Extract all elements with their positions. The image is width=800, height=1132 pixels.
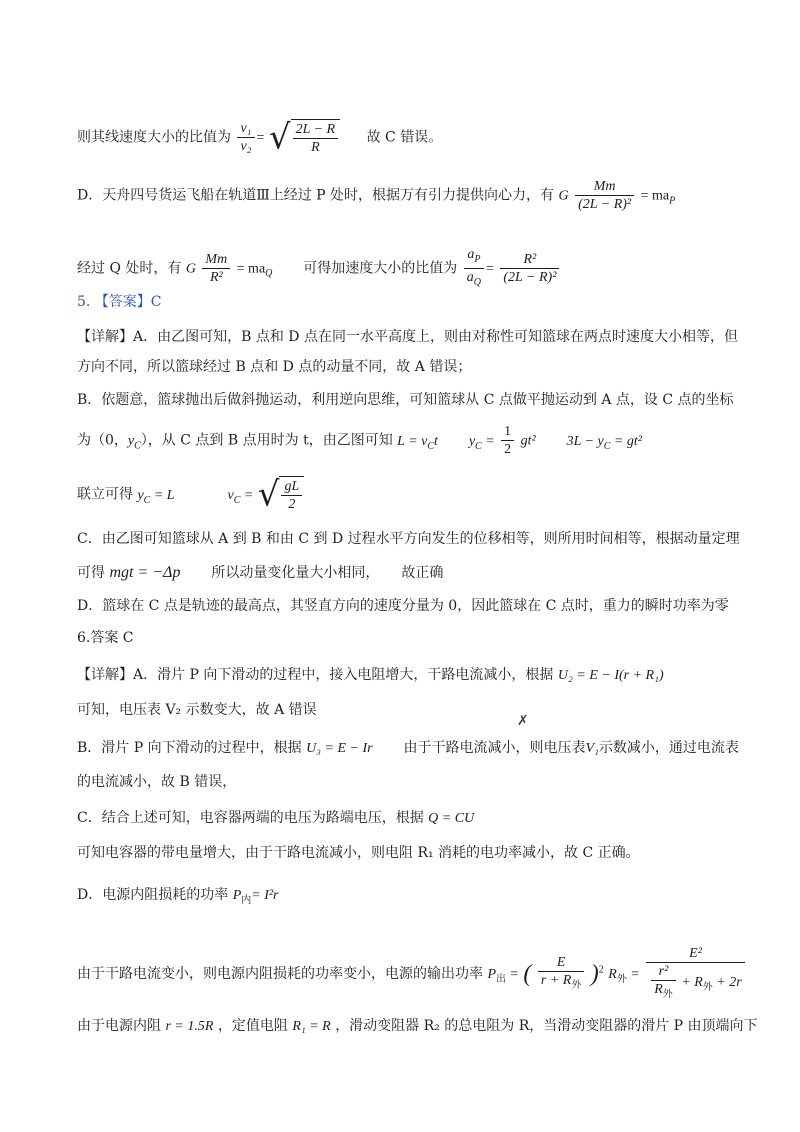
- text: 可得加速度大小的比值为: [303, 260, 458, 277]
- ma: = ma: [640, 188, 670, 204]
- den: R: [293, 138, 339, 156]
- fraction-gravity: [575, 178, 634, 213]
- num: v₁: [240, 121, 252, 136]
- q5-answer: 5. 【答案】C: [77, 294, 162, 310]
- fraction-half: $\frac{1}{2}$: [501, 423, 514, 458]
- sub-P: P: [669, 195, 676, 207]
- fraction-aP-aQ: $\frac{a_P}{a_Q}$: [464, 246, 484, 291]
- stray-mark: ✗: [517, 713, 529, 729]
- num: 2L − R: [295, 122, 336, 137]
- text: 故 C 错误。: [366, 129, 443, 146]
- G: G: [558, 188, 569, 204]
- den: (2L − R)²: [575, 195, 634, 213]
- q6-last-line: 由于电源内阻 r = 1.5R ，定值电阻 R₁ = R ，滑动变阻器 R₂ 的总电阻为 R，当滑动变阻器的滑片 P 由顶端向下: [77, 1018, 758, 1034]
- num: Mm: [593, 179, 616, 194]
- q5-b-line3: 联立可得 $y_C = L$ $v_C$ = √ $\frac{gL}{2}$: [77, 476, 304, 513]
- q6-c-line2: 可知电容器的带电量增大，由于干路电流减小，则电阻 R₁ 消耗的电功率减小，故 C 正确。: [77, 845, 640, 861]
- q5-d-line: D．篮球在 C 点是轨迹的最高点，其竖直方向的速度分量为 0，因此篮球在 C 点时，重力的瞬时功率为零: [77, 598, 729, 614]
- q5-b-line2: 为（0，$y_C$），从 C 点到 B 点用时为 t，由乙图可知 $L = v_Ct$ $y_C$ = $\frac{1}{2}$ gt² $3L - y_C = gt^2$: [77, 424, 642, 457]
- fraction-ratio: $\frac{\text{R²}}{\text{(2L − R)²}}$: [500, 251, 559, 286]
- ma: = ma: [236, 261, 266, 277]
- text: 经过 Q 处时，有: [77, 260, 182, 277]
- q5-c-line1: C．由乙图可知篮球从 A 到 B 和由 C 到 D 过程水平方向发生的位移相等，则所用时间相等，根据动量定理: [77, 531, 740, 547]
- line-velocity-ratio: 则其线速度大小的比值为 $\frac{\text{v₁}}{\text{v₂}}$ = √ $\frac{2L - R}{R}$ 故 C 错误。: [77, 117, 443, 158]
- fraction-power: E² $\frac{\text{r²}}{R_外}$ + $R_外 + 2r$: [646, 945, 744, 1003]
- fraction-v1-v2: [237, 120, 254, 155]
- G: G: [185, 261, 196, 277]
- q6-a-line1: 【详解】A．滑片 P 向下滑动的过程中，接入电阻增大，干路电流减小，根据 U₂ = E − I(r + R₁): [77, 667, 664, 683]
- line-d-gravity: [77, 178, 675, 213]
- text: D．天舟四号货运飞船在轨道Ⅲ上经过 P 处时，根据万有引力提供向心力，有: [77, 187, 555, 204]
- sub-Q: Q: [265, 268, 273, 280]
- q5-a-line2: 方向不同，所以篮球经过 B 点和 D 点的动量不同，故 A 错误；: [77, 359, 472, 375]
- fraction-E-rR: $\frac{E}{r + R_外}$: [538, 954, 584, 994]
- q6-b-line2: 的电流减小，故 B 错误，: [77, 774, 237, 790]
- q6-b-line1: B．滑片 P 向下滑动的过程中，根据 U₃ = E − Ir 由于干路电流减小，则电压表V₁示数减小，通过电流表: [77, 740, 739, 756]
- sqrt-gL-2: √ $\frac{gL}{2}$: [258, 476, 304, 513]
- q6-d-line1: D．电源内阻损耗的功率 $P_内= I^2r$: [77, 887, 279, 906]
- q5-b-line1: B．依题意，篮球抛出后做斜抛运动，利用逆向思维，可知篮球从 C 点做平抛运动到 A 点，设 C 点的坐标: [77, 392, 734, 408]
- fraction-q: $\frac{Mm}{\text{R²}}$: [202, 251, 230, 286]
- text: 则其线速度大小的比值为: [77, 129, 231, 146]
- q6-d-line2: 由于干路电流变小，则电源内阻损耗的功率变小，电源的输出功率 $P_出$ = ( $\frac{E}{r + R_外}$ )$^2$ $R_外$ = E² $\frac{\text{r²}}{R_外}$ + $R_外 + 2r$: [77, 945, 747, 1003]
- q5-a-line1: 【详解】A．由乙图可知，B 点和 D 点在同一水平高度上，则由对称性可知篮球在两点时速度大小相等，但: [77, 329, 738, 345]
- sqrt-expression: √ $\frac{2L - R}{R}$: [269, 119, 340, 156]
- q6-a-line2: 可知，电压表 V₂ 示数变大，故 A 错误: [77, 702, 317, 718]
- q5-c-line2: 可得 mgt = −Δp 所以动量变化量大小相同， 故正确: [77, 564, 444, 581]
- line-q-accel: 经过 Q 处时，有 G $\frac{Mm}{\text{R²}}$ = $ma_Q$ 可得加速度大小的比值为 $\frac{a_P}{a_Q}$ = $\frac{\text{R²}}{\text{(2L − R)²}}$: [77, 246, 561, 291]
- den: v₂: [237, 137, 254, 155]
- q6-answer: 6.答案 C: [77, 630, 134, 646]
- q6-c-line1: C．结合上述可知，电容器两端的电压为路端电压，根据 Q = CU: [77, 810, 475, 826]
